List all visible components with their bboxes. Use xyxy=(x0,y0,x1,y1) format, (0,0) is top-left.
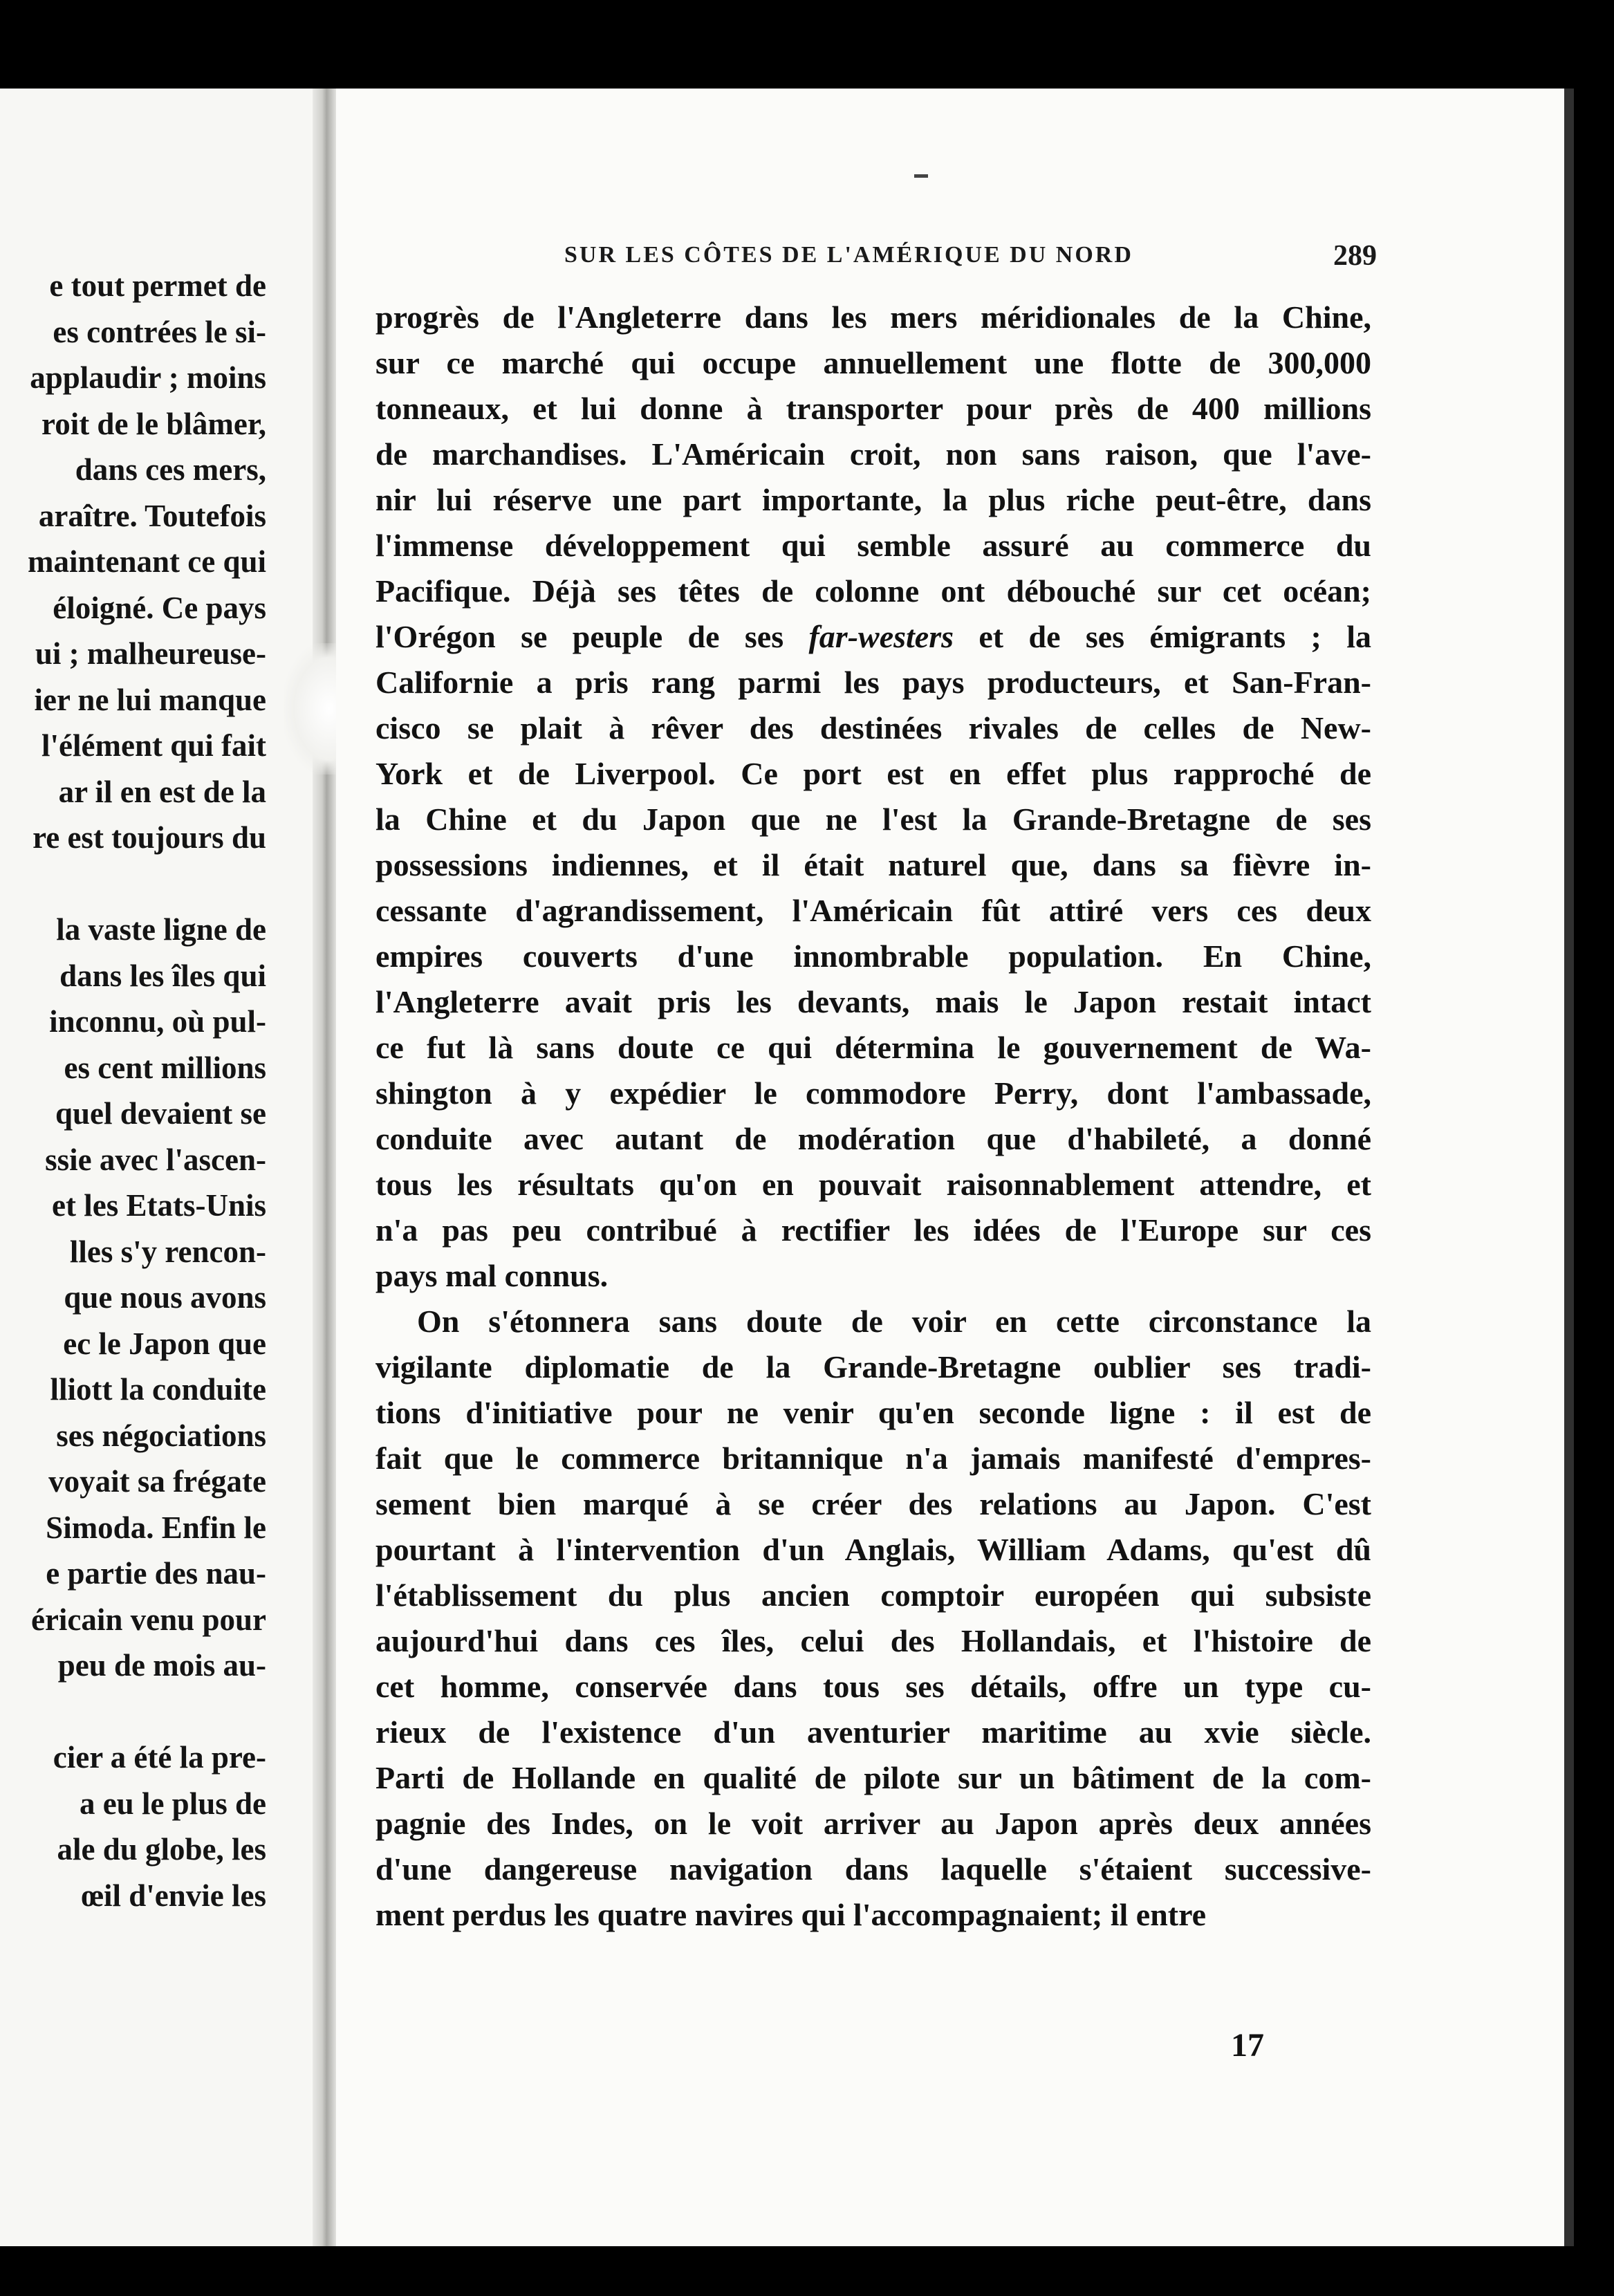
left-page-line: ier ne lui manque xyxy=(34,682,266,717)
left-page-line: inconnu, où pul- xyxy=(49,1004,266,1039)
text-line: Californie a pris rang parmi les pays producteurs, et San-Fran- xyxy=(375,665,1371,700)
text-line: cisco se plait à rêver des destinées rivales de celles de New- xyxy=(375,710,1371,746)
left-page-line: roit de le blâmer, xyxy=(41,406,266,441)
left-page-line: ec le Japon que xyxy=(63,1326,266,1361)
page-number: 289 xyxy=(1333,240,1377,272)
left-page-line: dans les îles qui xyxy=(59,958,266,993)
text-line: rieux de l'existence d'un aventurier maritime au xvie siècle. xyxy=(375,1714,1371,1750)
text-line: l'immense développement qui semble assuré au commerce du xyxy=(375,528,1371,563)
left-page-line: voyait sa frégate xyxy=(48,1464,266,1499)
text-line: l'Angleterre avait pris les devants, mais le Japon restait intact xyxy=(375,984,1371,1019)
left-page-line: éricain venu pour xyxy=(30,1602,266,1637)
text-line: de marchandises. L'Américain croit, non sans raison, que l'ave- xyxy=(375,436,1371,472)
text-line: ce fut là sans doute ce qui détermina le gouvernement de Wa- xyxy=(375,1030,1371,1065)
text-line: nir lui réserve une part importante, la plus riche peut-être, dans xyxy=(375,482,1371,517)
text-line: conduite avec autant de modération que d'habileté, a donné xyxy=(375,1121,1371,1156)
left-page-line: re est toujours du xyxy=(33,820,266,855)
body-text xyxy=(375,295,1371,1938)
left-page-line: la vaste ligne de xyxy=(56,912,266,947)
left-page-line: e tout permet de xyxy=(49,268,266,303)
left-page-line: Simoda. Enfin le xyxy=(46,1510,266,1545)
left-page-text xyxy=(0,263,266,1918)
left-page-line xyxy=(0,1689,266,1735)
left-page-line: applaudir ; moins xyxy=(30,360,266,395)
text-line: vigilante diplomatie de la Grande-Bretagne oublier ses tradi- xyxy=(375,1349,1371,1385)
text-line: n'a pas peu contribué à rectifier les idées de l'Europe sur ces xyxy=(375,1212,1371,1248)
text-line: l'établissement du plus ancien comptoir européen qui subsiste xyxy=(375,1577,1371,1613)
text-line: pagnie des Indes, on le voit arriver au Japon après deux années xyxy=(375,1806,1371,1841)
text-line: empires couverts d'une innombrable population. En Chine, xyxy=(375,938,1371,974)
left-page-line: que nous avons xyxy=(64,1280,266,1315)
left-page-line: ses négociations xyxy=(56,1418,266,1453)
left-page-line: l'élément qui fait xyxy=(41,728,266,763)
left-page-fragment xyxy=(0,89,318,2246)
text-line: Pacifique. Déjà ses têtes de colonne ont débouché sur cet océan; xyxy=(375,573,1371,609)
text-line: tous les résultats qu'on en pouvait raisonnablement attendre, et xyxy=(375,1167,1371,1202)
text-line: sur ce marché qui occupe annuellement une flotte de 300,000 xyxy=(375,345,1371,380)
text-line: sement bien marqué à se créer des relations au Japon. C'est xyxy=(375,1486,1371,1521)
header-ornament-dash xyxy=(914,174,928,178)
signature-mark: 17 xyxy=(1231,2027,1264,2064)
left-page-line: œil d'envie les xyxy=(81,1878,266,1913)
left-page-line: ale du globe, les xyxy=(57,1832,266,1867)
text-line: cet homme, conservée dans tous ses détails, offre un type cu- xyxy=(375,1669,1371,1704)
left-page-line: es cent millions xyxy=(64,1050,266,1085)
left-page-line: lliott la conduite xyxy=(50,1372,266,1407)
text-line: la Chine et du Japon que ne l'est la Grande-Bretagne de ses xyxy=(375,802,1371,837)
page-edge-shadow xyxy=(1564,89,1574,2246)
left-page-line: es contrées le si- xyxy=(53,314,266,349)
running-header: SUR LES CÔTES DE L'AMÉRIQUE DU NORD xyxy=(564,242,1133,268)
text-line: Parti de Hollande en qualité de pilote sur un bâtiment de la com- xyxy=(375,1760,1371,1795)
text-line: cessante d'agrandissement, l'Américain fût attiré vers ces deux xyxy=(375,893,1371,928)
left-page-line: cier a été la pre- xyxy=(53,1740,266,1775)
left-page-line: ui ; malheureuse- xyxy=(35,636,266,671)
left-page-line xyxy=(0,861,266,907)
text-line: On s'étonnera sans doute de voir en cette circonstance la xyxy=(417,1304,1371,1339)
left-page-line: éloigné. Ce pays xyxy=(53,590,266,625)
text-line: York et de Liverpool. Ce port est en effet plus rapproché de xyxy=(375,756,1371,791)
left-page-line: et les Etats-Unis xyxy=(52,1188,266,1223)
left-page-line: lles s'y rencon- xyxy=(69,1234,266,1269)
left-page-line: araître. Toutefois xyxy=(38,498,266,533)
text-line: tions d'initiative pour ne venir qu'en seconde ligne : il est de xyxy=(375,1395,1371,1430)
text-line: d'une dangereuse navigation dans laquelle s'étaient successive- xyxy=(375,1851,1371,1887)
left-page-line: dans ces mers, xyxy=(75,452,266,487)
left-page-line: peu de mois au- xyxy=(57,1648,266,1683)
scan-background xyxy=(0,2246,1614,2296)
left-page-line: quel devaient se xyxy=(55,1096,266,1131)
text-line: l'Orégon se peuple de ses far-westers et de ses émigrants ; la xyxy=(375,619,1371,654)
text-line: aujourd'hui dans ces îles, celui des Hollandais, et l'histoire de xyxy=(375,1623,1371,1658)
left-page-line: ar il en est de la xyxy=(58,774,266,809)
text-line: pourtant à l'intervention d'un Anglais, William Adams, qu'est dû xyxy=(375,1532,1371,1567)
left-page-line: maintenant ce qui xyxy=(27,544,266,579)
left-page-line: a eu le plus de xyxy=(79,1786,266,1821)
left-page-line: e partie des nau- xyxy=(46,1556,266,1591)
text-line: ment perdus les quatre navires qui l'accompagnaient; il entre xyxy=(375,1897,1207,1932)
left-page-line: ssie avec l'ascen- xyxy=(45,1142,266,1177)
text-line: fait que le commerce britannique n'a jamais manifesté d'empres- xyxy=(375,1441,1371,1476)
text-line: progrès de l'Angleterre dans les mers méridionales de la Chine, xyxy=(375,299,1371,335)
book-gutter xyxy=(313,89,336,2246)
text-line: possessions indiennes, et il était naturel que, dans sa fièvre in- xyxy=(375,847,1371,882)
text-line: pays mal connus. xyxy=(375,1258,609,1293)
text-line: shington à y expédier le commodore Perry, dont l'ambassade, xyxy=(375,1075,1371,1111)
text-line: tonneaux, et lui donne à transporter pour près de 400 millions xyxy=(375,391,1371,426)
